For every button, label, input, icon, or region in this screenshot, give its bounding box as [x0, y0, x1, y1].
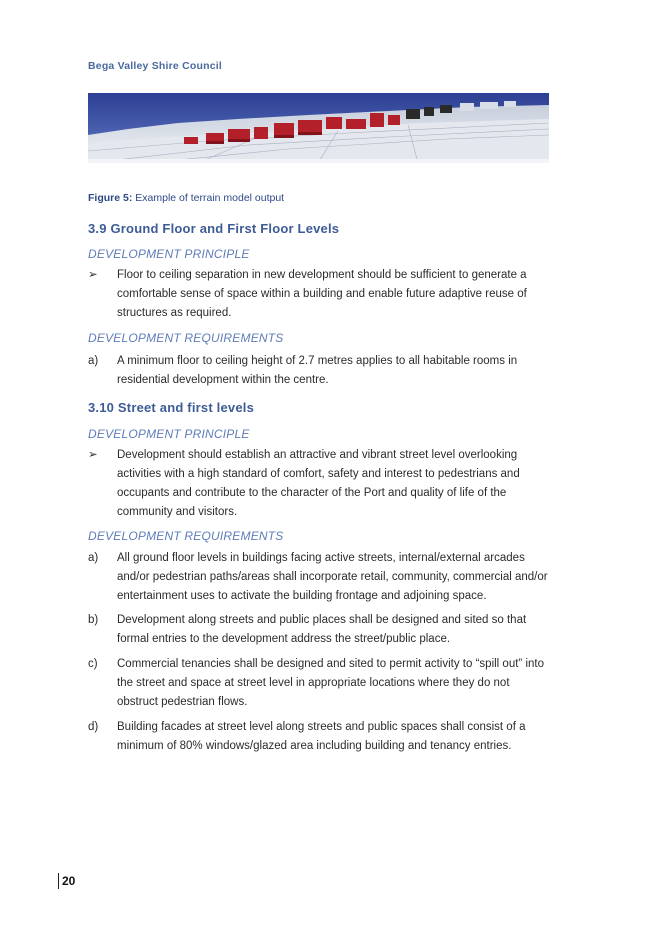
requirement-marker: d) [88, 721, 99, 733]
terrain-model-figure [88, 93, 549, 163]
principle-item [88, 446, 548, 522]
development-requirements-label: DEVELOPMENT REQUIREMENTS [88, 529, 284, 543]
arrow-bullet-icon: ➢ [88, 269, 98, 281]
section-heading-3-10: 3.10 Street and first levels [88, 400, 255, 415]
requirement-text: A minimum floor to ceiling height of 2.7 metres applies to all habitable rooms in residential development within the centre. [117, 355, 518, 386]
requirement-marker: b) [88, 614, 99, 626]
arrow-bullet-icon: ➢ [88, 449, 98, 461]
requirement-item [88, 352, 548, 390]
requirement-marker: c) [88, 658, 98, 670]
terrain-model-image [88, 93, 549, 163]
figure-label: Figure 5: [88, 192, 133, 204]
principle-item [88, 266, 548, 323]
requirement-text: Building facades at street level along streets and public spaces shall consist of a minimum of 80% windows/glazed area including building and tenancy entries. [117, 721, 526, 752]
figure-caption [88, 192, 284, 204]
requirement-item [88, 611, 548, 649]
development-principle-label: DEVELOPMENT PRINCIPLE [88, 247, 250, 261]
requirement-marker: a) [88, 552, 99, 564]
requirement-marker: a) [88, 355, 99, 367]
page-number: 20 [58, 873, 75, 889]
requirement-text: Commercial tenancies shall be designed and sited to permit activity to “spill out” into the street and space at street level in appropriate locations where they do not obstruct pedestrian flows. [117, 658, 544, 708]
principle-text: Development should establish an attractive and vibrant street level overlooking activities with a high standard of comfort, safety and interest to pedestrians and occupants and contribute to the character of the Port and quality of life of the community and visitors. [117, 449, 520, 518]
figure-caption-text: Example of terrain model output [135, 192, 285, 204]
council-name: Bega Valley Shire Council [88, 60, 222, 72]
principle-text: Floor to ceiling separation in new development should be sufficient to generate a comfortable sense of space within a building and enable future adaptive reuse of structures as required. [117, 269, 527, 319]
development-principle-label: DEVELOPMENT PRINCIPLE [88, 427, 250, 441]
requirement-item [88, 718, 548, 756]
section-heading-3-9: 3.9 Ground Floor and First Floor Levels [88, 221, 340, 236]
development-requirements-label: DEVELOPMENT REQUIREMENTS [88, 331, 284, 345]
requirement-item [88, 655, 548, 712]
requirement-item [88, 549, 548, 606]
requirement-text: All ground floor levels in buildings facing active streets, internal/external arcades and/or pedestrian paths/areas shall incorporate retail, community, commercial and/or entertainment uses to activate the building frontage and adjoining space. [117, 552, 548, 602]
requirement-text: Development along streets and public places shall be designed and sited so that formal entries to the development address the street/public place. [117, 614, 527, 645]
